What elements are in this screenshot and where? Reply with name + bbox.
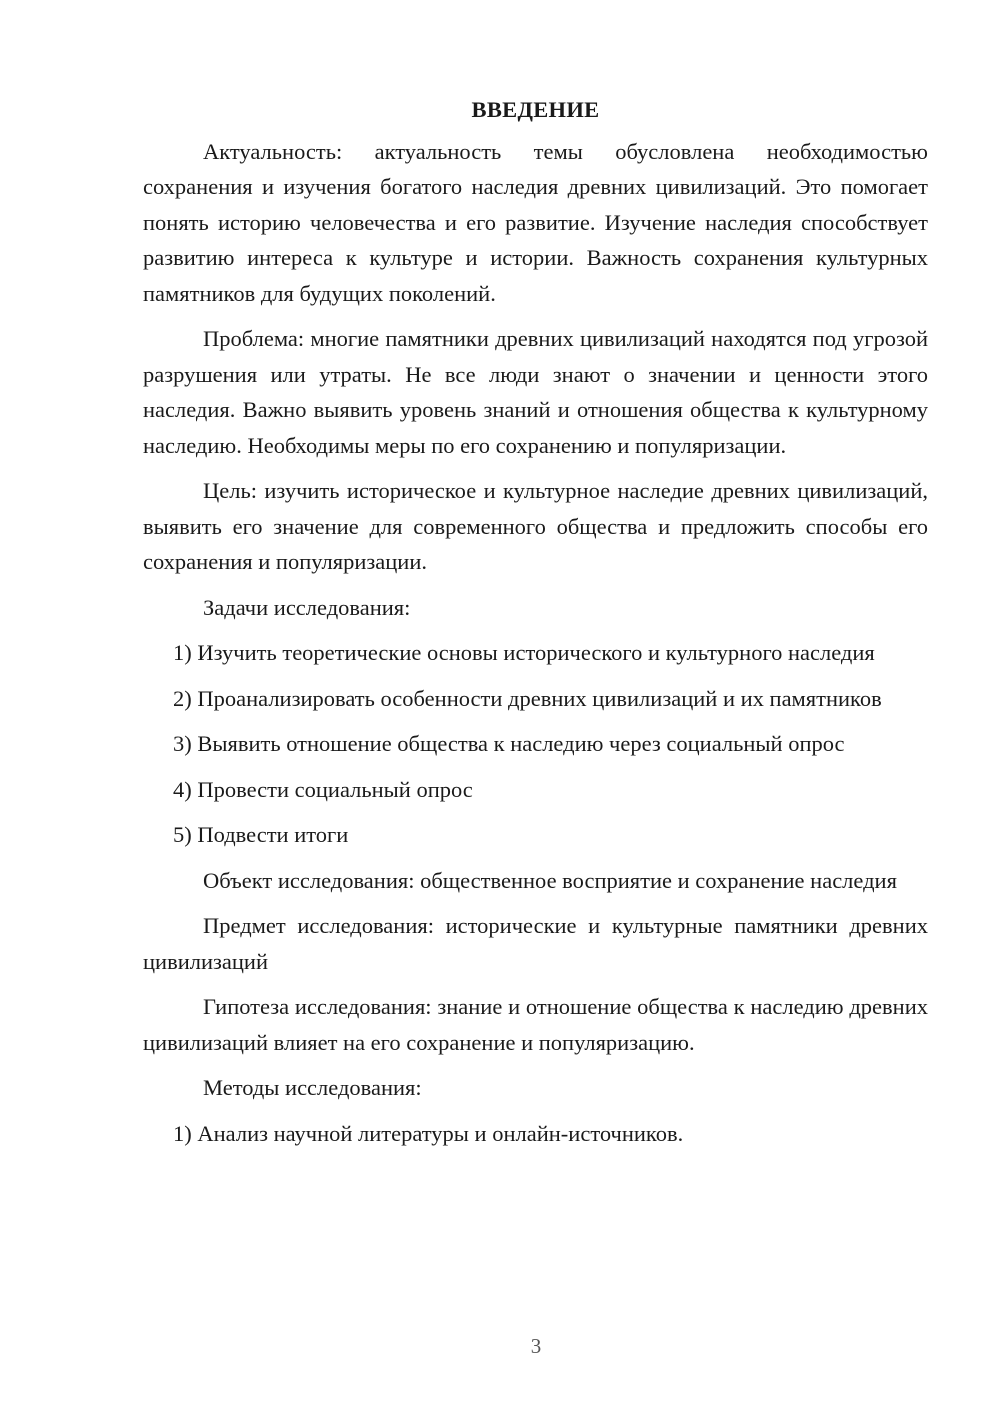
page-title: ВВЕДЕНИЕ — [471, 97, 600, 122]
object-paragraph: Объект исследования: общественное восприятие и сохранение наследия — [203, 867, 897, 893]
task-item: 3) Выявить отношение общества к наследию через социальный опрос — [173, 731, 845, 756]
page-number: 3 — [530, 1334, 542, 1358]
goal-paragraph: Цель: изучить историческое и культурное наследие древних цивилизаций, выявить его значение для современного общества и предложить способы его сохранения и популяризации. — [143, 478, 928, 574]
relevance-paragraph: Актуальность: актуальность темы обусловлена необходимостью сохранения и изучения богатого наследия древних цивилизаций. Это помогает понять историю человечества и его развитие. Изучение наследия способствует развитию интереса к культуре и истории. Важность сохранения культурных памятников для будущих поколений. — [143, 138, 928, 306]
document-page — [143, 92, 928, 1161]
task-item: 1) Изучить теоретические основы исторического и культурного наследия — [173, 640, 875, 665]
subject-paragraph: Предмет исследования: исторические и культурные памятники древних цивилизаций — [143, 913, 928, 974]
problem-paragraph: Проблема: многие памятники древних цивилизаций находятся под угрозой разрушения или утраты. Не все люди знают о значении и ценности этого наследия. Важно выявить уровень знаний и отношения общества к культурному наследию. Необходимы меры по его сохранению и популяризации. — [143, 326, 928, 458]
task-item: 2) Проанализировать особенности древних цивилизаций и их памятников — [173, 685, 882, 711]
method-item: 1) Анализ научной литературы и онлайн-источников. — [173, 1120, 684, 1146]
task-item: 4) Провести социальный опрос — [173, 776, 473, 802]
tasks-heading: Задачи исследования: — [203, 594, 411, 620]
methods-heading: Методы исследования: — [203, 1075, 422, 1100]
hypothesis-paragraph: Гипотеза исследования: знание и отношение общества к наследию древних цивилизаций влияет на его сохранение и популяризацию. — [143, 994, 928, 1055]
task-item: 5) Подвести итоги — [173, 822, 349, 847]
